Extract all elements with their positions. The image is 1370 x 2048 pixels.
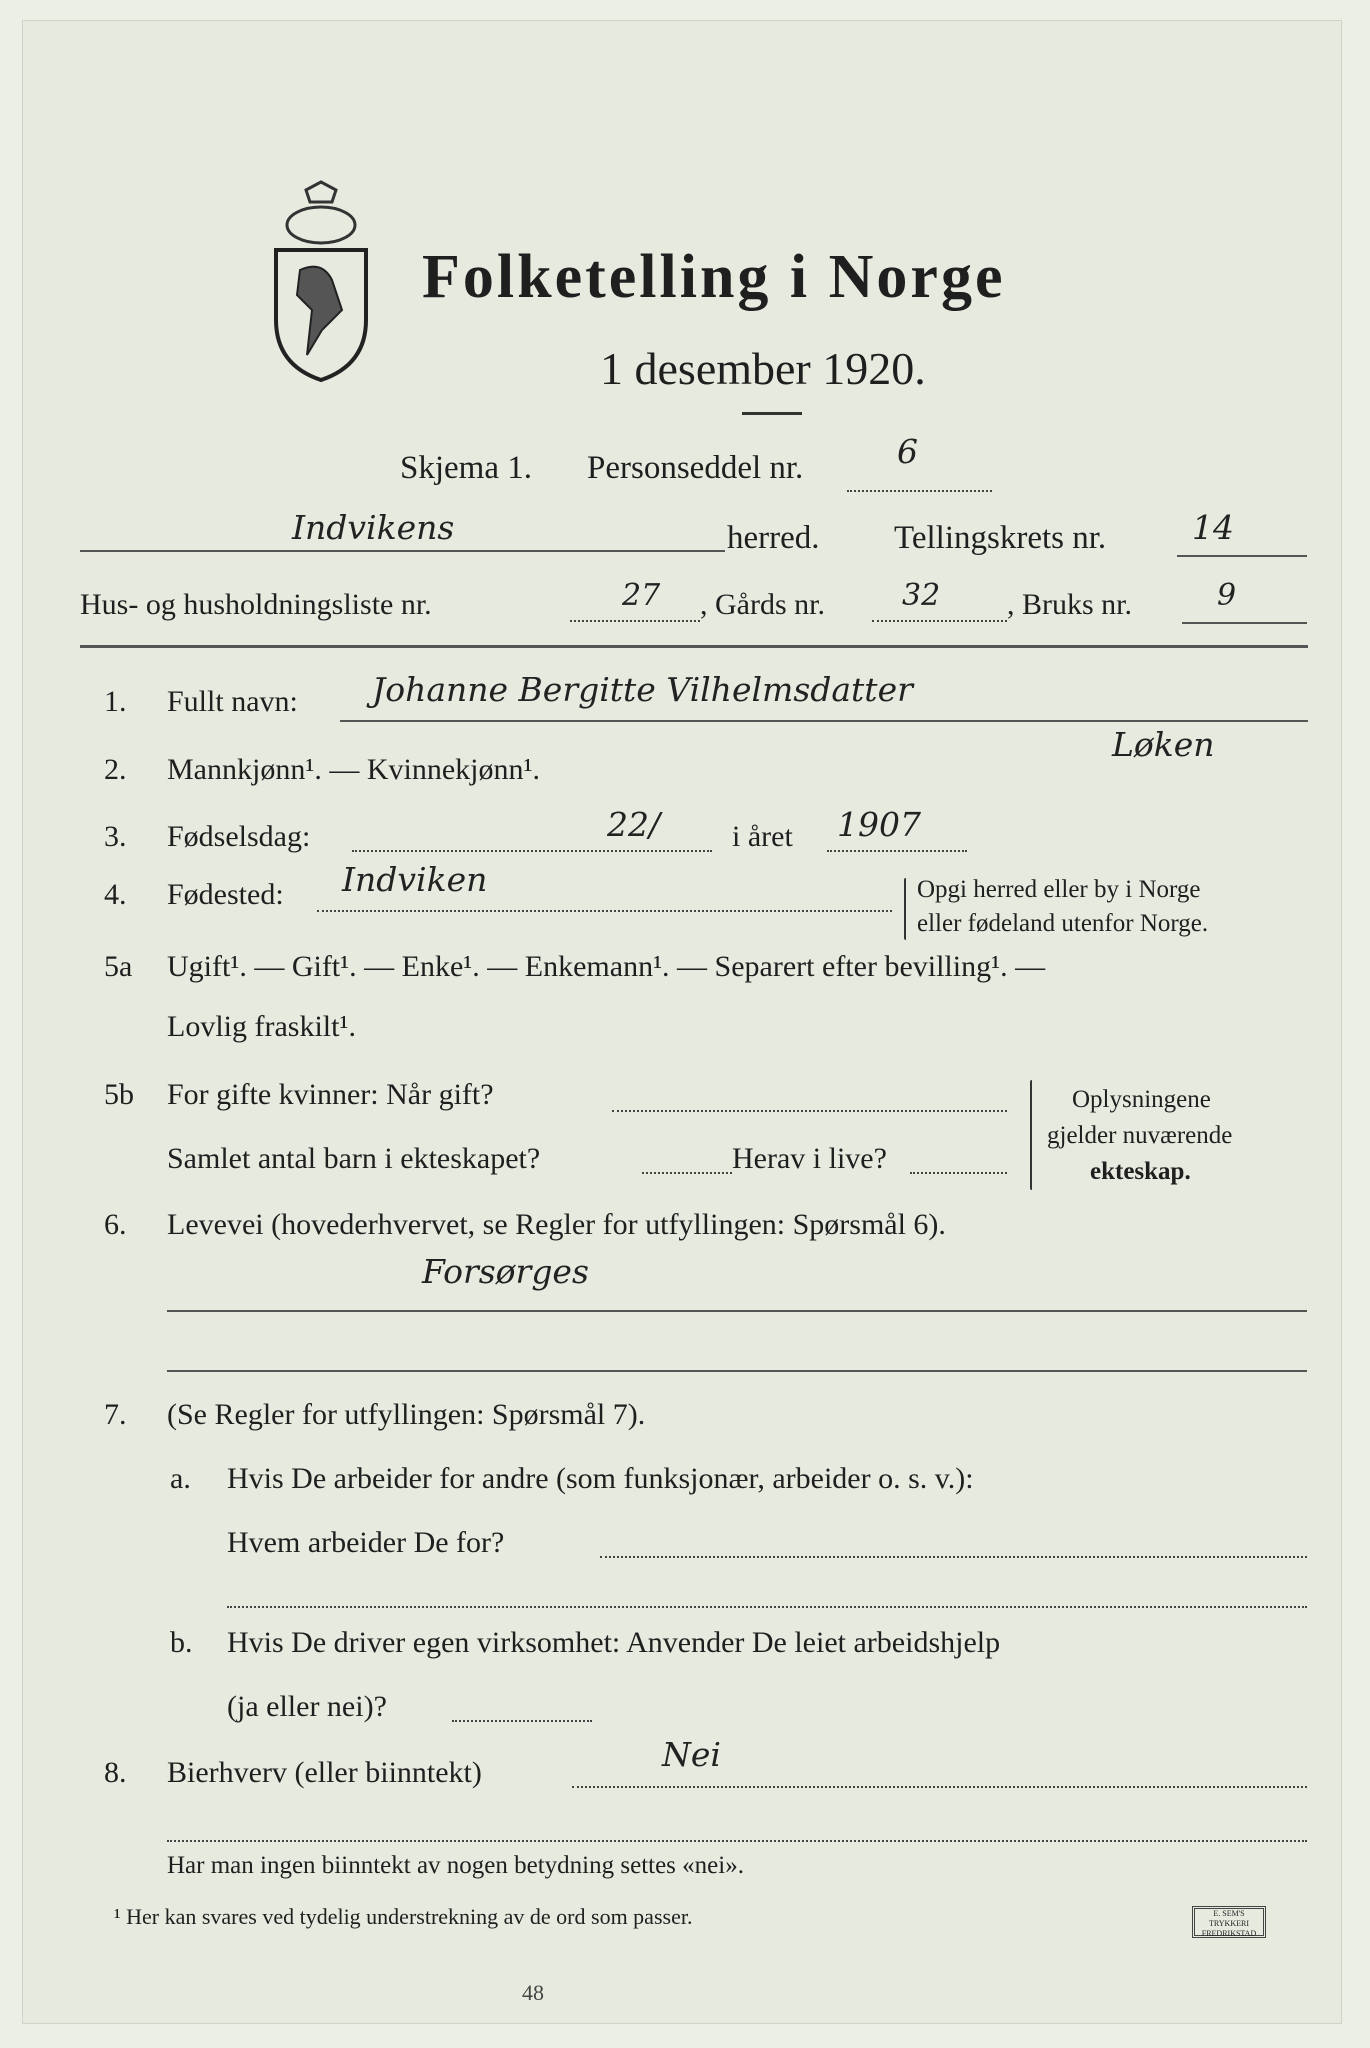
q1-label: Fullt navn:	[167, 685, 298, 718]
tellingskrets-field-line	[1177, 555, 1307, 557]
q5b-number: 5b	[104, 1078, 134, 1111]
census-form	[22, 20, 1342, 2024]
q3-year-value[interactable]: 1907	[837, 805, 921, 844]
footnote: ¹ Her kan svares ved tydelig understrekning av de ord som passer.	[114, 1904, 693, 1929]
header-rule	[80, 645, 1308, 648]
q3-year-label: i året	[732, 820, 793, 853]
bottom-mark: 48	[522, 1980, 544, 2005]
bruks-value[interactable]: 9	[1217, 578, 1237, 613]
q3-number: 3.	[104, 820, 127, 853]
q7a-line2: Hvem arbeider De for?	[227, 1526, 505, 1559]
q7-number: 7.	[104, 1398, 127, 1431]
q1-value-line2[interactable]: Løken	[1112, 725, 1215, 764]
hus-value[interactable]: 27	[622, 578, 661, 613]
q6-label: Levevei (hovederhvervet, se Regler for utfyllingen: Spørsmål 6).	[167, 1208, 946, 1241]
q5b-brace	[1030, 1080, 1032, 1190]
q4-note-line2: eller fødeland utenfor Norge.	[917, 910, 1209, 937]
q4-field-line	[317, 910, 892, 912]
q7a-letter: a.	[170, 1462, 191, 1495]
q3-year-field-line	[827, 850, 967, 852]
q4-value[interactable]: Indviken	[342, 860, 488, 899]
q7b-line1: Hvis De driver egen virksomhet: Anvender De leiet arbeidshjelp	[227, 1626, 1001, 1659]
bruks-field-line	[1182, 622, 1307, 624]
q2-label: Mannkjønn¹. — Kvinnekjønn¹.	[167, 753, 540, 786]
herred-field-line	[80, 550, 725, 552]
schema-label: Skjema 1.	[400, 450, 532, 486]
q6-field-line2	[167, 1370, 1307, 1372]
q7b-letter: b.	[170, 1626, 193, 1659]
gards-label: , Gårds nr.	[700, 588, 825, 621]
q6-number: 6.	[104, 1208, 127, 1241]
q8-field-line2	[167, 1840, 1307, 1842]
q5b-children-field-line	[642, 1172, 732, 1174]
q5b-married-field-line	[612, 1110, 1007, 1112]
q3-label: Fødselsdag:	[167, 820, 311, 853]
q8-field-line	[572, 1786, 1307, 1788]
q1-number: 1.	[104, 685, 127, 718]
q4-label: Fødested:	[167, 878, 284, 911]
q4-number: 4.	[104, 878, 127, 911]
q7a-field-line2	[227, 1606, 1307, 1608]
q4-brace	[904, 878, 906, 940]
hus-field-line	[570, 620, 700, 622]
q4-note-line1: Opgi herred eller by i Norge	[917, 876, 1201, 903]
herred-value[interactable]: Indvikens	[292, 508, 455, 547]
divider	[742, 412, 802, 415]
tellingskrets-label: Tellingskrets nr.	[894, 520, 1107, 556]
q5b-note-line1: Oplysningene	[1072, 1086, 1211, 1113]
footer-note: Har man ingen biinntekt av nogen betydning settes «nei».	[167, 1852, 744, 1879]
coat-of-arms-icon	[262, 180, 380, 385]
q5b-note-line2: gjelder nuværende	[1047, 1122, 1233, 1149]
gards-field-line	[872, 620, 1007, 622]
q2-number: 2.	[104, 753, 127, 786]
q7a-field-line	[600, 1556, 1307, 1558]
q7b-field-line	[452, 1720, 592, 1722]
q3-field-line	[352, 850, 712, 852]
q5a-number: 5a	[104, 950, 133, 983]
printer-stamp: E. SEM'S TRYKKERI FREDRIKSTAD	[1192, 1906, 1266, 1938]
q7a-line1: Hvis De arbeider for andre (som funksjonær, arbeider o. s. v.):	[227, 1462, 974, 1495]
q5b-alive-field-line	[910, 1172, 1007, 1174]
q8-label: Bierhverv (eller biinntekt)	[167, 1756, 482, 1789]
q5b-line2a: Samlet antal barn i ekteskapet?	[167, 1142, 541, 1175]
q1-value[interactable]: Johanne Bergitte Vilhelmsdatter	[372, 670, 913, 709]
q8-number: 8.	[104, 1756, 127, 1789]
q5a-line1: Ugift¹. — Gift¹. — Enke¹. — Enkemann¹. — Separert efter bevilling¹. —	[167, 950, 1046, 983]
q3-value[interactable]: 22/	[607, 805, 661, 844]
q5a-line2: Lovlig fraskilt¹.	[167, 1010, 356, 1043]
personseddel-label: Personseddel nr.	[587, 450, 804, 486]
form-title: Folketelling i Norge	[422, 243, 1006, 311]
personseddel-field-line	[847, 490, 992, 492]
q7b-line2: (ja eller nei)?	[227, 1690, 387, 1723]
gards-value[interactable]: 32	[902, 578, 941, 613]
q6-value[interactable]: Forsørges	[422, 1252, 589, 1291]
form-date: 1 desember 1920.	[600, 343, 926, 394]
personseddel-value[interactable]: 6	[897, 432, 918, 471]
q5b-note-line3: ekteskap.	[1090, 1158, 1191, 1185]
q5b-line1: For gifte kvinner: Når gift?	[167, 1078, 494, 1111]
q6-field-line1	[167, 1310, 1307, 1312]
q5b-line2b: Herav i live?	[732, 1142, 887, 1175]
q7-label: (Se Regler for utfyllingen: Spørsmål 7).	[167, 1398, 646, 1431]
q8-value[interactable]: Nei	[662, 1735, 721, 1774]
tellingskrets-value[interactable]: 14	[1192, 508, 1234, 547]
q1-field-line	[340, 720, 1308, 722]
bruks-label: , Bruks nr.	[1007, 588, 1133, 621]
hus-label: Hus- og husholdningsliste nr.	[80, 588, 432, 621]
herred-label: herred.	[727, 520, 820, 556]
